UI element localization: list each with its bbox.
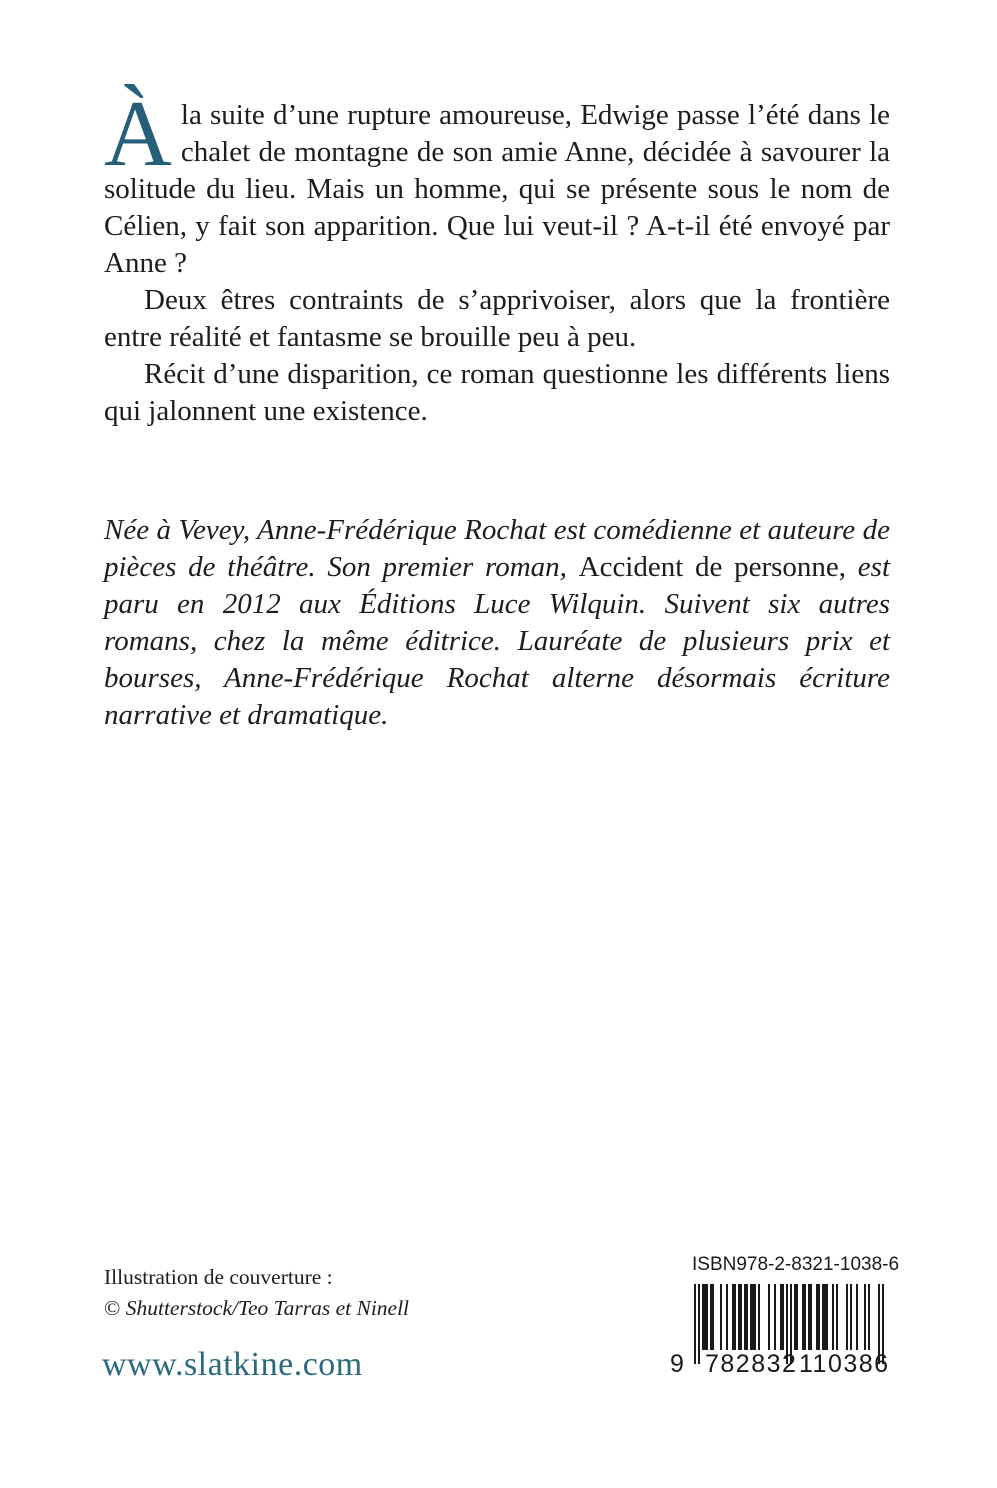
author-bio: [104, 512, 890, 734]
isbn-label: [692, 1254, 900, 1276]
author-bio-part2: est paru en 2012 aux Éditions Luce Wilquin. Suivent six autres romans, chez la même éditrice. Lauréate de plusieurs prix et bourses, Anne-Frédérique Rochat alterne désormais écriture narrative et dramatique.: [104, 551, 890, 731]
author-bio-part1: Née à Vevey, Anne-Frédérique Rochat est comédienne et auteure de pièces de théâtre. Son premier roman,: [104, 514, 890, 583]
credit-attribution-text: Shutterstock/Teo Tarras et Ninell: [125, 1296, 410, 1320]
isbn-label-number: 978-2-8321-1038-6: [736, 1254, 900, 1275]
isbn-label-prefix: ISBN: [692, 1254, 737, 1275]
credit-label: Illustration de couverture :: [104, 1265, 333, 1289]
synopsis-paragraph-2: Deux êtres contraints de s’apprivoiser, alors que la frontière entre réalité et fantasme se brouille peu à peu.: [104, 284, 890, 353]
copyright-symbol: ©: [104, 1296, 121, 1320]
credit-attribution: [104, 1293, 409, 1324]
synopsis: [104, 82, 890, 430]
synopsis-paragraph-1: [104, 82, 890, 282]
publisher-website-url: www.slatkine.com: [102, 1346, 363, 1383]
synopsis-paragraph-3: Récit d’une disparition, ce roman questionne les différents liens qui jalonnent une existence.: [104, 358, 890, 427]
cover-illustration-credit: [104, 1262, 409, 1324]
synopsis-paragraph-1-text: la suite d’une rupture amoureuse, Edwige passe l’été dans le chalet de montagne de son amie Anne, décidée à savourer la solitude du lieu. Mais un homme, qui se présente sous le nom de Célien, y fait son apparition. Que lui veut-il ? A-t-il été envoyé par Anne ?: [104, 99, 890, 279]
ean13-left-digits: 782832: [705, 1350, 798, 1378]
author-bio-book-title: Accident de personne,: [578, 551, 847, 583]
ean13-right-digits: 110386: [799, 1350, 890, 1378]
dropcap-letter: À: [104, 82, 172, 186]
isbn-barcode-block: [668, 1254, 900, 1390]
ean13-first-digit: 9: [670, 1350, 684, 1378]
